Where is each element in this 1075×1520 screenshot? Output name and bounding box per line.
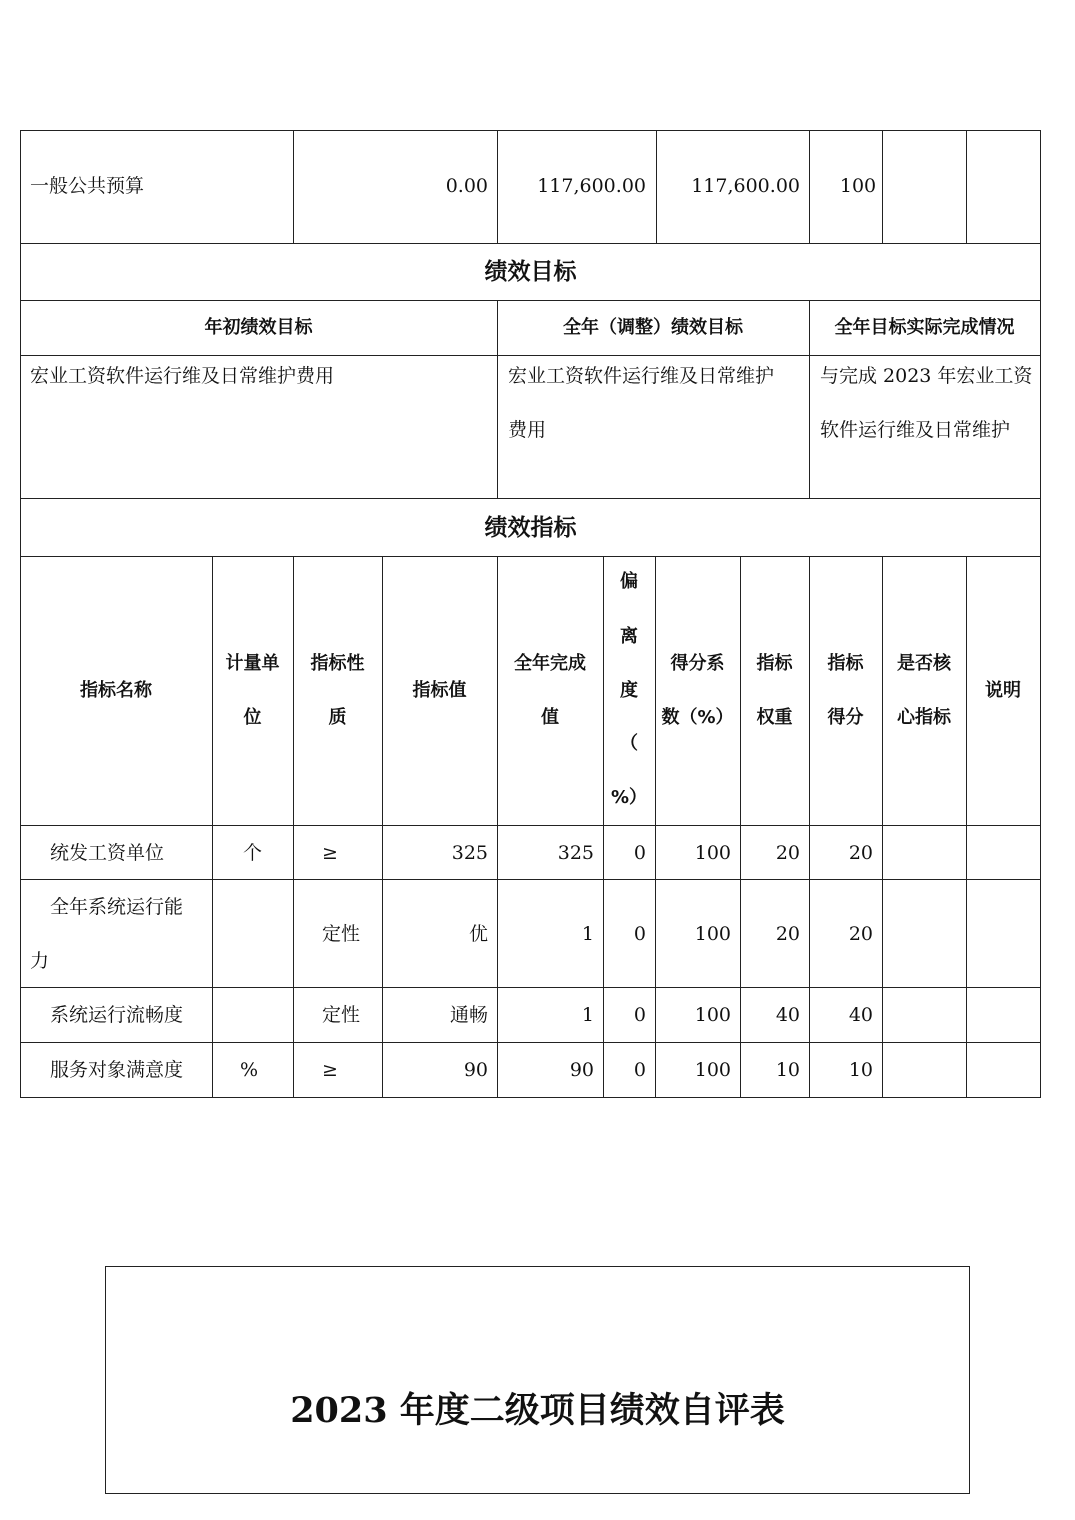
indicator-deviation: 0 <box>633 1004 646 1026</box>
indicator-deviation: 0 <box>633 1059 646 1081</box>
form-title-box <box>105 1266 970 1494</box>
header-indicator-value: 指标值 <box>412 680 467 701</box>
indicator-name-continued: 力 <box>30 950 50 972</box>
goals-header-adjusted: 全年（调整）绩效目标 <box>563 317 743 338</box>
indicator-name: 服务对象满意度 <box>50 1059 184 1081</box>
goal-actual-text-line: 软件运行维及日常维护 <box>820 419 1011 441</box>
form-title-text: 年度二级项目绩效自评表 <box>399 1391 785 1431</box>
indicators-section-title: 绩效指标 <box>484 515 577 541</box>
indicator-coef: 100 <box>694 1004 731 1026</box>
header-deviation-line: 偏 <box>620 571 638 592</box>
indicator-value: 325 <box>451 842 488 864</box>
indicator-value: 90 <box>463 1059 488 1081</box>
header-deviation-line: （ <box>620 733 638 754</box>
budget-value-2: 117,600.00 <box>537 175 646 197</box>
header-coef-line: 得分系 <box>670 653 725 674</box>
indicator-score: 10 <box>848 1059 873 1081</box>
indicator-unit: 个 <box>242 842 262 864</box>
indicator-name: 统发工资单位 <box>50 842 165 864</box>
goal-initial-text: 宏业工资软件运行维及日常维护费用 <box>30 365 335 387</box>
indicator-deviation: 0 <box>633 842 646 864</box>
indicator-nature: ≥ <box>322 1059 338 1081</box>
header-unit-line: 位 <box>243 707 262 728</box>
header-nature-line: 质 <box>328 707 347 728</box>
header-score-line: 得分 <box>827 707 864 728</box>
indicator-score: 20 <box>848 842 873 864</box>
budget-value-3: 117,600.00 <box>691 175 800 197</box>
indicator-weight: 20 <box>775 923 800 945</box>
indicator-coef: 100 <box>694 923 731 945</box>
indicator-weight: 10 <box>775 1059 800 1081</box>
indicator-nature: 定性 <box>322 1004 361 1026</box>
header-core-line: 心指标 <box>897 707 951 728</box>
indicator-coef: 100 <box>694 1059 731 1081</box>
indicator-value: 优 <box>468 923 488 945</box>
header-indicator-name: 指标名称 <box>80 680 152 701</box>
header-completed-line: 值 <box>541 707 559 728</box>
budget-source: 一般公共预算 <box>30 175 145 197</box>
indicator-completed: 90 <box>569 1059 594 1081</box>
indicator-name: 系统运行流畅度 <box>50 1004 184 1026</box>
indicator-coef: 100 <box>694 842 731 864</box>
header-deviation-line: 度 <box>620 680 638 701</box>
indicator-score: 20 <box>848 923 873 945</box>
form-title <box>0 1383 1075 1439</box>
indicator-completed: 1 <box>581 923 594 945</box>
goals-header-actual: 全年目标实际完成情况 <box>834 317 1015 338</box>
header-completed-line: 全年完成 <box>514 653 586 674</box>
indicator-weight: 40 <box>775 1004 800 1026</box>
indicator-nature: ≥ <box>322 842 338 864</box>
goal-adjusted-text-line: 费用 <box>508 419 547 441</box>
indicator-weight: 20 <box>775 842 800 864</box>
header-nature-line: 指标性 <box>310 653 365 674</box>
indicator-completed: 325 <box>557 842 594 864</box>
header-coef-line: 数（%） <box>661 707 734 728</box>
header-weight-line: 指标 <box>756 653 793 674</box>
indicator-name: 全年系统运行能 <box>50 896 184 918</box>
header-deviation-line: 离 <box>620 626 638 647</box>
indicator-nature: 定性 <box>322 923 361 945</box>
header-deviation-line: %） <box>610 787 648 808</box>
indicator-deviation: 0 <box>633 923 646 945</box>
indicator-value: 通畅 <box>449 1004 488 1026</box>
indicator-completed: 1 <box>581 1004 594 1026</box>
form-title-year: 2023 <box>290 1390 388 1431</box>
goals-header-initial: 年初绩效目标 <box>204 317 313 338</box>
indicator-score: 40 <box>848 1004 873 1026</box>
budget-value-4: 100 <box>839 175 877 197</box>
goal-actual-text-line: 与完成 2023 年宏业工资 <box>820 365 1033 387</box>
header-core-line: 是否核 <box>897 653 951 674</box>
header-unit-line: 计量单 <box>225 653 280 674</box>
goal-adjusted-text-line: 宏业工资软件运行维及日常维护 <box>508 365 775 387</box>
header-weight-line: 权重 <box>756 707 793 728</box>
goals-section-title: 绩效目标 <box>484 259 577 285</box>
budget-value-1: 0.00 <box>445 175 488 197</box>
indicator-unit: % <box>240 1059 259 1081</box>
header-score-line: 指标 <box>827 653 864 674</box>
header-note: 说明 <box>985 680 1021 701</box>
